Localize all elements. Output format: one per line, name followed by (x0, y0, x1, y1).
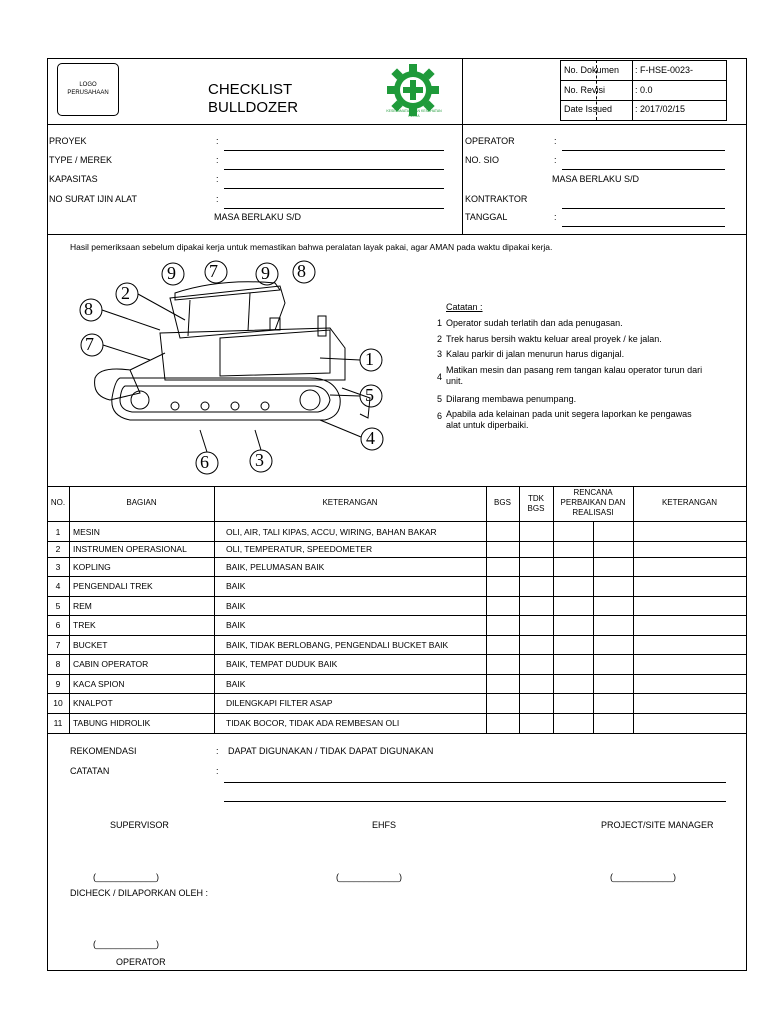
rencana-cell-a[interactable] (553, 674, 593, 693)
rencana-cell-b[interactable] (593, 596, 633, 615)
table-row (47, 654, 746, 674)
row-keterangan: OLI, AIR, TALI KIPAS, ACCU, WIRING, BAHAN BAKAR (226, 526, 437, 537)
note-1: Operator sudah terlatih dan ada penugasan. (446, 318, 623, 328)
table-row (47, 713, 746, 733)
logo-line2: PERUSAHAAN (67, 90, 109, 96)
keterangan2-cell[interactable] (633, 674, 746, 693)
callout-7b: 7 (85, 334, 94, 354)
bgs-cell[interactable] (486, 693, 519, 713)
row-bagian: KNALPOT (73, 698, 113, 708)
label-kapasitas: KAPASITAS (49, 174, 98, 184)
tdk-bgs-cell[interactable] (519, 654, 553, 674)
field-kapasitas[interactable] (224, 188, 444, 189)
rencana-cell-a[interactable] (553, 576, 593, 596)
tdk-bgs-cell[interactable] (519, 596, 553, 615)
keterangan2-cell[interactable] (633, 654, 746, 674)
label-masa-berlaku-left: MASA BERLAKU S/D (214, 212, 302, 222)
table-row (47, 674, 746, 693)
tdk-bgs-cell[interactable] (519, 693, 553, 713)
callout-6: 6 (200, 452, 209, 472)
note-6: Apabila ada kelainan pada unit segera laporkan ke pengawas (446, 409, 692, 419)
th-rencana2: PERBAIKAN DAN (560, 498, 626, 507)
doc-number-value: : F-HSE-0023- (635, 65, 694, 75)
field-operator[interactable] (562, 150, 725, 151)
table-row (47, 576, 746, 596)
sig-operator-title: OPERATOR (116, 957, 166, 967)
callout-1: 1 (365, 349, 374, 369)
callout-8b: 8 (84, 299, 93, 319)
label-no-surat: NO SURAT IJIN ALAT (49, 194, 138, 204)
row-number: 1 (55, 526, 61, 537)
sig-supervisor-title: SUPERVISOR (110, 820, 169, 830)
row-keterangan: BAIK, TEMPAT DUDUK BAIK (226, 659, 338, 669)
tdk-bgs-cell[interactable] (519, 674, 553, 693)
row-keterangan: BAIK (226, 581, 246, 591)
table-row (47, 615, 746, 635)
keterangan2-cell[interactable] (633, 693, 746, 713)
bgs-cell[interactable] (486, 615, 519, 635)
row-bagian: TREK (73, 620, 96, 630)
label-type-merek: TYPE / MEREK (49, 155, 113, 165)
callout-9a: 9 (167, 263, 176, 283)
keterangan2-cell[interactable] (633, 713, 746, 733)
label-kontraktor: KONTRAKTOR (465, 194, 528, 204)
doc-date-label: Date Issued (564, 104, 613, 114)
tdk-bgs-cell[interactable] (519, 541, 553, 557)
callout-8a: 8 (297, 261, 306, 281)
table-row (47, 522, 746, 541)
rencana-cell-a[interactable] (553, 596, 593, 615)
row-bagian: BUCKET (73, 639, 108, 650)
table-row (47, 557, 746, 576)
rencana-cell-b[interactable] (593, 541, 633, 557)
label-dicheck: DICHECK / DILAPORKAN OLEH : (70, 888, 209, 898)
tdk-bgs-cell[interactable] (519, 576, 553, 596)
rencana-cell-b[interactable] (593, 557, 633, 576)
note-4-cont: unit. (446, 376, 464, 386)
doc-date-value: : 2017/02/15 (635, 104, 686, 114)
row-number: 9 (55, 678, 61, 689)
row-number: 11 (53, 718, 63, 728)
company-logo (57, 63, 119, 116)
rencana-cell-a[interactable] (553, 654, 593, 674)
rencana-cell-a[interactable] (553, 635, 593, 654)
th-bagian: BAGIAN (126, 498, 157, 508)
tdk-bgs-cell[interactable] (519, 713, 553, 733)
label-proyek: PROYEK (49, 136, 87, 146)
note-2: Trek harus bersih waktu keluar areal proyek / ke jalan. (446, 334, 662, 344)
row-number: 3 (55, 561, 61, 572)
row-bagian: TABUNG HIDROLIK (73, 718, 151, 728)
rencana-cell-b[interactable] (593, 674, 633, 693)
row-keterangan: BAIK (226, 600, 246, 611)
note-4: Matikan mesin dan pasang rem tangan kalau operator turun dari (446, 365, 703, 375)
notes-title: Catatan : (446, 302, 483, 312)
row-number: 8 (55, 659, 61, 669)
rencana-cell-b[interactable] (593, 713, 633, 733)
emblem-caption2: KERJA (408, 114, 420, 118)
row-bagian: REM (73, 600, 92, 611)
sig-supervisor-blank[interactable]: (____________) (93, 872, 160, 882)
row-keterangan: BAIK, TIDAK BERLOBANG, PENGENDALI BUCKET BAIK (226, 639, 449, 650)
th-tdk-bgs: BGS (527, 504, 545, 513)
row-number: 10 (53, 698, 63, 708)
keterangan2-cell[interactable] (633, 615, 746, 635)
row-keterangan: BAIK (226, 678, 246, 689)
row-bagian: MESIN (73, 526, 100, 537)
sig-operator-blank[interactable]: (____________) (93, 939, 160, 949)
bulldozer-diagram (70, 258, 400, 476)
note-6-cont: alat untuk diperbaiki. (446, 420, 529, 430)
keterangan2-cell[interactable] (633, 541, 746, 557)
th-keterangan2: KETERANGAN (661, 498, 718, 508)
rencana-cell-a[interactable] (553, 541, 593, 557)
intro-text: Hasil pemeriksaan sebelum dipakai kerja untuk memastikan bahwa peralatan layak pakai, agar AMAN pada waktu dipakai kerja. (70, 242, 553, 252)
row-bagian: INSTRUMEN OPERASIONAL (73, 544, 187, 554)
catatan-line-2[interactable] (224, 801, 726, 802)
bgs-cell[interactable] (486, 635, 519, 654)
row-keterangan: BAIK (226, 620, 246, 630)
keterangan2-cell[interactable] (633, 557, 746, 576)
row-bagian: PENGENDALI TREK (73, 581, 153, 591)
bgs-cell[interactable] (486, 522, 519, 541)
row-number: 5 (55, 600, 61, 611)
rencana-cell-a[interactable] (553, 713, 593, 733)
row-number: 6 (55, 620, 61, 630)
emblem-caption1: KESELAMATAN DAN KESEHATAN (386, 109, 442, 113)
th-rencana1: RENCANA (573, 488, 613, 497)
form-title-line1: CHECKLIST (208, 81, 293, 98)
tdk-bgs-cell[interactable] (519, 522, 553, 541)
rencana-cell-a[interactable] (553, 693, 593, 713)
row-bagian: KACA SPION (73, 678, 125, 689)
rencana-cell-b[interactable] (593, 615, 633, 635)
bgs-cell[interactable] (486, 541, 519, 557)
rekomendasi-options[interactable]: DAPAT DIGUNAKAN / TIDAK DAPAT DIGUNAKAN (228, 746, 434, 756)
row-keterangan: DILENGKAPI FILTER ASAP (226, 698, 333, 708)
callout-3: 3 (255, 450, 264, 470)
field-kontraktor[interactable] (562, 208, 725, 209)
sig-psm-blank[interactable]: (____________) (610, 872, 677, 882)
logo-line1: LOGO (79, 82, 97, 88)
callout-4: 4 (366, 428, 375, 448)
tdk-bgs-cell[interactable] (519, 557, 553, 576)
bgs-cell[interactable] (486, 674, 519, 693)
note-3: Kalau parkir di jalan menurun harus diganjal. (446, 349, 625, 359)
field-tanggal[interactable] (562, 226, 725, 227)
rencana-cell-b[interactable] (593, 635, 633, 654)
th-keterangan: KETERANGAN (322, 498, 378, 508)
rencana-cell-a[interactable] (553, 615, 593, 635)
row-keterangan: BAIK, PELUMASAN BAIK (226, 561, 325, 572)
bgs-cell[interactable] (486, 576, 519, 596)
label-tanggal: TANGGAL (465, 212, 508, 222)
table-row (47, 635, 746, 654)
note-5: Dilarang membawa penumpang. (446, 394, 577, 404)
table-row (47, 693, 746, 713)
rencana-cell-b[interactable] (593, 693, 633, 713)
row-bagian: KOPLING (73, 561, 111, 572)
table-row (47, 541, 746, 557)
row-number: 4 (55, 581, 61, 591)
row-keterangan: OLI, TEMPERATUR, SPEEDOMETER (226, 544, 373, 554)
keterangan2-cell[interactable] (633, 635, 746, 654)
form-title-line2: BULLDOZER (208, 99, 299, 116)
bgs-cell[interactable] (486, 654, 519, 674)
field-no-sio[interactable] (562, 169, 725, 170)
th-tdk: TDK (528, 494, 544, 503)
sig-ehfs-title: EHFS (372, 820, 397, 830)
th-no: NO. (50, 498, 66, 508)
callout-9b: 9 (261, 263, 270, 283)
doc-number-label: No. Dokumen (564, 65, 620, 75)
label-operator: OPERATOR (465, 136, 515, 146)
label-no-sio: NO. SIO (465, 155, 500, 165)
sig-psm-title: PROJECT/SITE MANAGER (601, 820, 714, 830)
th-bgs: BGS (494, 498, 511, 508)
bgs-cell[interactable] (486, 596, 519, 615)
doc-revision-value: : 0.0 (635, 85, 653, 95)
keterangan2-cell[interactable] (633, 596, 746, 615)
field-type-merek[interactable] (224, 169, 444, 170)
row-keterangan: TIDAK BOCOR, TIDAK ADA REMBESAN OLI (226, 718, 400, 728)
field-no-surat[interactable] (224, 208, 444, 209)
callout-2: 2 (121, 283, 130, 303)
rencana-cell-a[interactable] (553, 557, 593, 576)
row-bagian: CABIN OPERATOR (73, 659, 149, 669)
label-rekomendasi: REKOMENDASI (70, 746, 137, 756)
table-row (47, 596, 746, 615)
field-proyek[interactable] (224, 150, 444, 151)
callout-5: 5 (365, 385, 374, 405)
callout-7a: 7 (209, 261, 218, 281)
keterangan2-cell[interactable] (633, 522, 746, 541)
rencana-cell-b[interactable] (593, 654, 633, 674)
tdk-bgs-cell[interactable] (519, 635, 553, 654)
doc-revision-label: No. Revisi (564, 85, 606, 95)
sig-ehfs-blank[interactable]: (____________) (336, 872, 403, 882)
row-number: 2 (55, 544, 61, 554)
rencana-cell-b[interactable] (593, 522, 633, 541)
bgs-cell[interactable] (486, 713, 519, 733)
rencana-cell-a[interactable] (553, 522, 593, 541)
bgs-cell[interactable] (486, 557, 519, 576)
rencana-cell-b[interactable] (593, 576, 633, 596)
row-number: 7 (55, 639, 61, 650)
label-catatan: CATATAN (70, 766, 110, 776)
keterangan2-cell[interactable] (633, 576, 746, 596)
th-rencana3: REALISASI (572, 508, 614, 517)
tdk-bgs-cell[interactable] (519, 615, 553, 635)
label-masa-berlaku-right: MASA BERLAKU S/D (552, 174, 640, 184)
catatan-line-1[interactable] (224, 782, 726, 783)
